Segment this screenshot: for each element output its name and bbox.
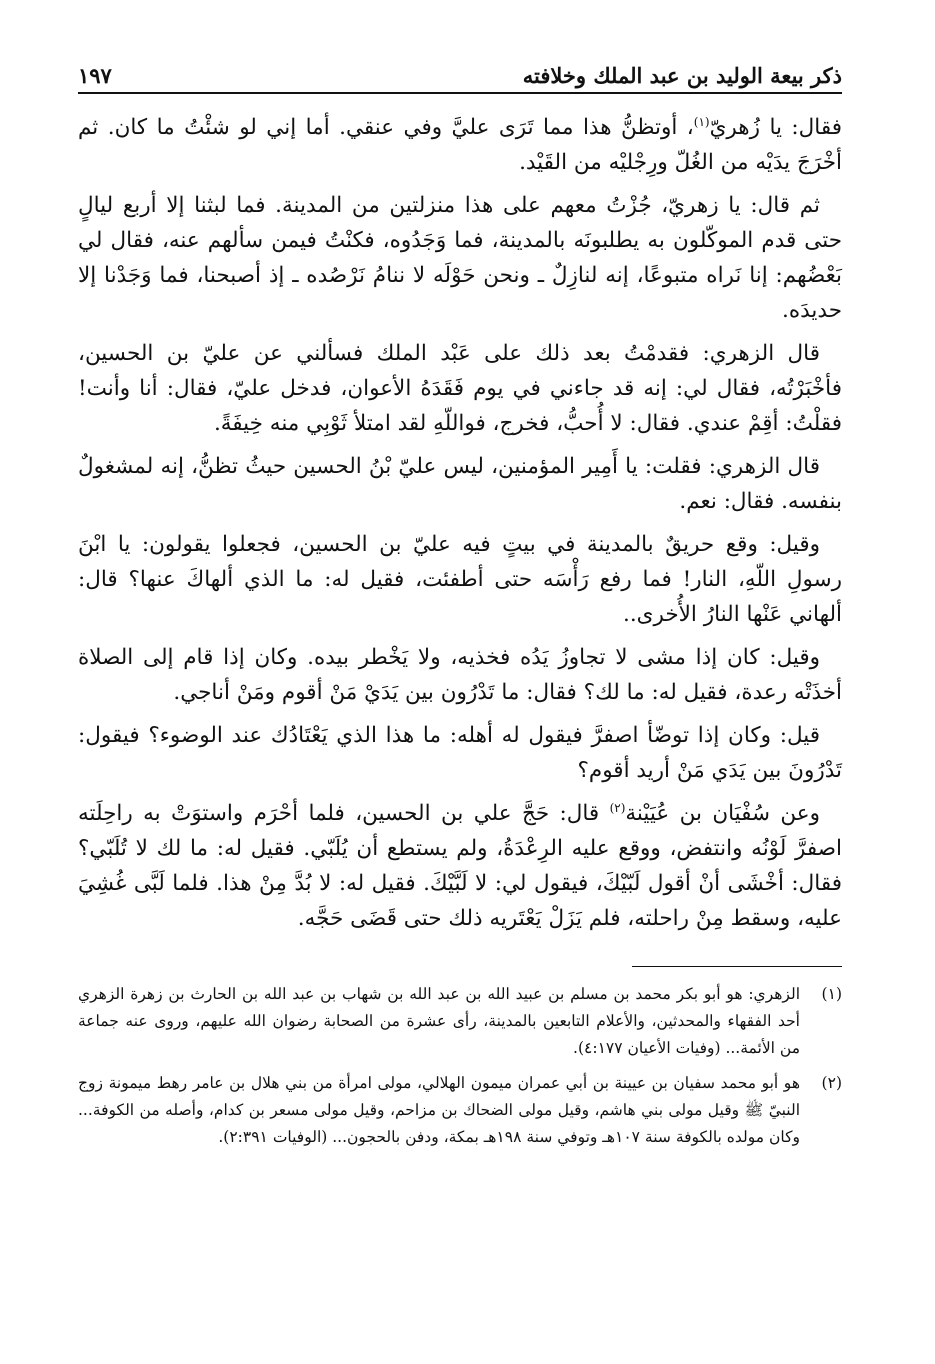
footnotes <box>78 981 842 1151</box>
footnote-text: الزهري: هو أبو بكر محمد بن مسلم بن عبيد الله بن عبد الله بن شهاب بن عبد الله بن الحارث بن زهرة الزهري أحد الفقهاء والمحدثين، والأعلام التابعين بالمدينة، رأى عشرة من الصحابة رضوان الله عليهم، وروى عنه جماعة من الأئمة... (وفيات الأعيان ٤:١٧٧). <box>78 985 800 1057</box>
paragraph: ثم قال: يا زهريّ، جُزْتُ معهم على هذا منزلتين من المدينة. فما لبثنا إلا أربع ليالٍ حتى قدم الموكّلون به يطلبونَه بالمدينة، فما وَجَدُوه، فكنْتُ فيمن سألهم عنه، فقال لي بَعْضُهم: إنا نَراه متبوعًا، إنه لنازِلٌ ـ ونحن حَوْلَه لا ننامُ نَرْصُده ـ إذ أصبحنا، فما وَجَدْنا إلا حديدَه. <box>78 193 842 323</box>
footnote-number: (١) <box>821 985 842 1003</box>
book-page <box>78 52 842 1159</box>
paragraph: وعن سُفْيَان بن عُيَيْنة$^{(٢)}$ قال: حَجَّ علي بن الحسين، فلما أحْرَم واستوَتْ به راحِلَته اصفرَّ لَوْنُه وانتفض، ووقع عليه الرِعْدَةُ، ولم يستطع أن يُلَبّي. فقيل له: ما لك لا تُلَبّي؟ فقال: أخْشَى أنْ أقول لَبّيْكَ، فيقول لي: لا لَبَّيْكَ. فقيل له: لا بُدَّ مِنْ هذا. فلما لَبَّى غُشِيَ عليه، وسقط مِنْ راحلته، فلم يَزَلْ يَعْتَريه ذلك حتى قَضَى حَجَّه. <box>78 800 842 931</box>
paragraph: وقيل: كان إذا مشى لا تجاوزُ يَدُه فخذيه، ولا يَخْطر بيده. وكان إذا قام إلى الصلاة أخذَتْه رعدة، فقيل له: ما لك؟ فقال: ما تَدْرُون بين يَدَيْ مَنْ أقوم ومَنْ أناجي. <box>78 645 842 705</box>
paragraph: قيل: وكان إذا توضّأ اصفرَّ فيقول له أهله: ما هذا الذي يَعْتَادُك عند الوضوء؟ فيقول: تَدْرُونَ بين يَدَي مَنْ أريد أقوم؟ <box>78 723 842 783</box>
paragraph: قال الزهري: فقدمْتُ بعد ذلك على عَبْد الملك فسألني عن عليّ بن الحسين، فأخْبَرْتُه، فقال لي: إنه قد جاءني في يوم فَقَدَهُ الأعوان، فدخل عليّ، فقال: أنا وأنت! فقلْتُ: أقِمْ عندي. فقال: لا أُحبُّ، فخرج، فواللّهِ لقد امتلأ ثَوْبِي منه خِيفَةً. <box>78 341 842 436</box>
paragraph: قال الزهري: فقلت: يا أَمِير المؤمنين، ليس عليّ بْنُ الحسين حيثُ تظنُّ، إنه لمشغولٌ بنفسه. فقال: نعم. <box>78 454 842 514</box>
paragraph: فقال: يا زُهريّ$^{(١)}$، أوتظنُّ هذا مما تَرَى عليَّ وفي عنقي. أما إني لو شئْتُ ما كان. ثم أخْرَجَ يدَيْه من الغُلّ ورِجْليْه من القَيْد. <box>78 114 842 175</box>
running-title: ذكر بيعة الوليد بن عبد الملك وخلافته <box>522 63 842 88</box>
footnote-text: هو أبو محمد سفيان بن عيينة بن أبي عمران ميمون الهلالي، مولى امرأة من بني هلال بن عامر رهط ميمونة زوج النبيّ ﷺ وقيل مولى بني هاشم، وقيل مولى الضحاك بن مزاحم، وقيل مولى مسعر بن كدام، وأصله من الكوفة... وكان مولده بالكوفة سنة ١٠٧هـ وتوفي سنة ١٩٨هـ بمكة، ودفن بالحجون... (الوفيات ٢:٣٩١). <box>78 1074 800 1146</box>
page-header <box>78 52 842 94</box>
page-number: ١٩٧ <box>78 63 112 88</box>
footnote-divider <box>632 966 842 967</box>
footnote-number: (٢) <box>821 1074 842 1092</box>
paragraph: وقيل: وقع حريقٌ بالمدينة في بيتٍ فيه عليّ بن الحسين، فجعلوا يقولون: يا ابْنَ رسولِ اللّهِ، النار! فما رفع رَأْسَه حتى أطفئت، فقيل له: ما الذي ألهاكَ عنها؟ قال: ألهاني عَنْها النارُ الأُخرى.. <box>78 532 842 627</box>
main-text <box>78 110 842 936</box>
footnote-marker: (٢) <box>609 800 626 815</box>
footnote <box>78 981 842 1062</box>
footnote-marker: (١) <box>693 114 710 129</box>
footnote <box>78 1070 842 1151</box>
